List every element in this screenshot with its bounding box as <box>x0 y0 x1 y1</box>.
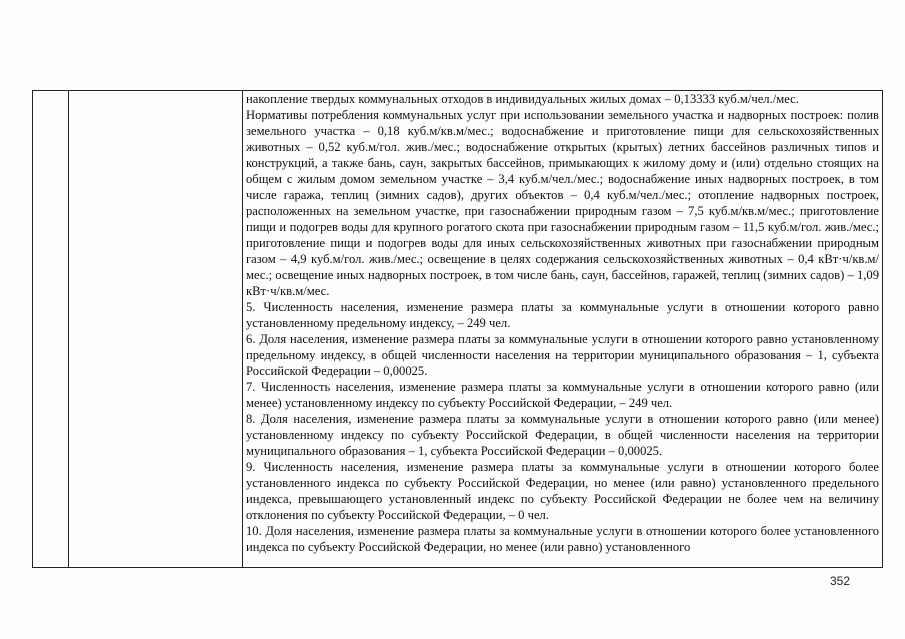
page-number: 352 <box>829 574 850 588</box>
paragraph-item-8: 8. Доля населения, изменение размера платы за коммунальные услуги в отношении которого равно (или менее) установленному индексу по субъекту Российской Федерации, в общей численности населения на территории муниципального образования – 1, субъекта Российской Федерации – 0,00025. <box>246 412 879 458</box>
paragraph-waste: накопление твердых коммунальных отходов в индивидуальных жилых домах – 0,13333 куб.м/чел./мес. <box>246 92 799 106</box>
paragraph-norms: Нормативы потребления коммунальных услуг при использовании земельного участка и надворных построек: полив земельного участка – 0,18 куб.м/кв.м/мес.; водоснабжение и приготовление пищи для сельскохозяйственных животных – 0,52 куб.м/гол. жив./мес.; водоснабжение открытых (крытых) летних бассейнов различных типов и конструкций, а также бань, саун, закрытых бассейнов, примыкающих к жилому дому и (или) отдельно стоящих на общем с жилым домом земельном участке – 3,4 куб.м/чел./мес.; водоснабжение иных надворных построек, в том числе гаража, теплиц (зимних садов), других объектов – 0,4 куб.м/чел./мес.; отопление надворных построек, расположенных на земельном участке, при газоснабжении природным газом – 7,5 куб.м/кв.м/мес.; приготовление пищи и подогрев воды для крупного рогатого скота при газоснабжении природным газом – 11,5 куб.м/гол. жив./мес.; приготовление пищи и подогрев воды для иных сельскохозяйственных животных при газоснабжении природным газом – 4,9 куб.м/гол. жив./мес.; освещение в целях содержания сельскохозяйственных животных – 0,4 кВт·ч/кв.м/мес.; освещение иных надворных построек, в том числе бань, саун, бассейнов, гаражей, теплиц (зимних садов) – 1,09 кВт·ч/кв.м/мес. <box>246 108 879 298</box>
paragraph-item-7: 7. Численность населения, изменение размера платы за коммунальные услуги в отношении которого равно (или менее) установленному индексу по субъекту Российской Федерации, – 249 чел. <box>246 380 879 410</box>
column-divider-2 <box>242 91 243 567</box>
paragraph-item-5: 5. Численность населения, изменение размера платы за коммунальные услуги в отношении которого равно установленному предельному индексу, – 249 чел. <box>246 300 879 330</box>
text-cell <box>246 91 879 567</box>
paragraph-item-10: 10. Доля населения, изменение размера платы за коммунальные услуги в отношении которого более установленного индекса по субъекту Российской Федерации, но менее (или равно) установленного <box>246 524 879 554</box>
data-table <box>32 90 883 568</box>
paragraph-item-9: 9. Численность населения, изменение размера платы за коммунальные услуги в отношении которого более установленного индекса по субъекту Российской Федерации, но менее (или равно) установленного предельного индекса, превышающего установленный индекс по субъекту Российской Федерации не более чем на величину отклонения по субъекту Российской Федерации, – 0 чел. <box>246 460 879 522</box>
column-divider-1 <box>68 91 69 567</box>
paragraph-item-6: 6. Доля населения, изменение размера платы за коммунальные услуги в отношении которого равно установленному предельному индексу, в общей численности населения на территории муниципального образования – 1, субъекта Российской Федерации – 0,00025. <box>246 332 879 378</box>
